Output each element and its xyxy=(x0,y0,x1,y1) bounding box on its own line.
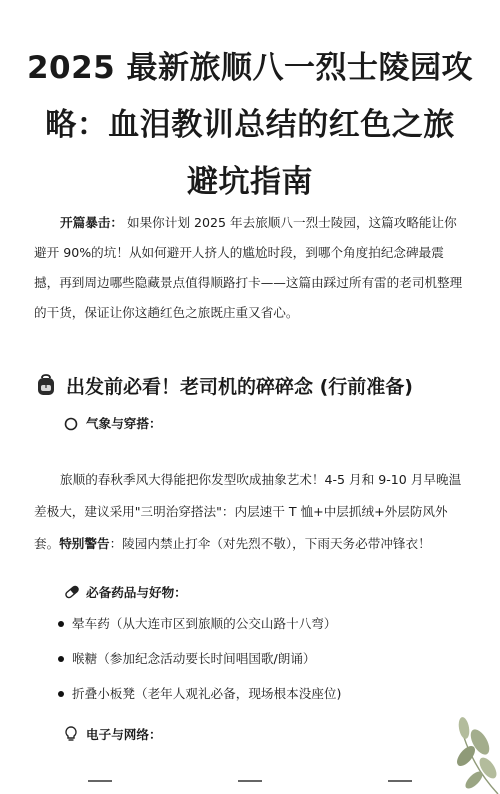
lightbulb-icon xyxy=(64,726,82,748)
subheading-medicine xyxy=(64,583,187,606)
subheading-weather-text: 气象与穿搭： xyxy=(86,416,162,431)
weather-paragraph xyxy=(34,464,466,560)
medicine-list xyxy=(56,614,456,719)
intro-label: 开篇暴击： xyxy=(60,215,123,230)
intro-text: 如果你计划 2025 年去旅顺八一烈士陵园，这篇攻略能让你避开 90%的坑！从如何避开人挤人的尴尬时段，到哪个角度拍纪念碑最震撼，再到周边哪些隐藏景点值得顺路打卡——这篇由踩过所有雷的老司机整理的干货，保证让你这趟红色之旅既庄重又省心。 xyxy=(34,215,463,320)
backpack-icon xyxy=(36,374,58,405)
subheading-electronics-text: 电子与网络： xyxy=(86,727,162,742)
title-line-2: 略：血泪教训总结的红色之旅 xyxy=(45,107,455,143)
warning-text: ：陵园内禁止打伞（对先烈不敬），下雨天务必带冲锋衣！ xyxy=(109,536,431,551)
subheading-medicine-text: 必备药品与好物： xyxy=(86,585,187,600)
circle-icon xyxy=(64,417,82,437)
section-heading-text: 出发前必看！老司机的碎碎念 (行前准备) xyxy=(66,376,413,398)
weather-text: 旅顺的春秋季风大得能把你发型吹成抽象艺术！4-5 月和 9-10 月早晚温差极大，建议采用"三明治穿搭法"：内层速干 T 恤+中层抓绒+外层防风外套。 xyxy=(34,472,462,551)
subheading-electronics xyxy=(64,725,162,748)
page-title xyxy=(20,40,480,211)
title-line-1: 2025 最新旅顺八一烈士陵园攻 xyxy=(26,50,474,86)
pill-icon xyxy=(64,584,82,606)
subheading-weather xyxy=(64,414,162,437)
title-line-3: 避坑指南 xyxy=(187,164,313,200)
list-item: 喉糖（参加纪念活动要长时间唱国歌/朗诵） xyxy=(56,649,456,684)
intro-paragraph xyxy=(34,208,466,328)
page-indicator xyxy=(0,776,500,786)
warning-label: 特别警告 xyxy=(59,536,110,551)
list-item: 晕车药（从大连市区到旅顺的公交山路十八弯） xyxy=(56,614,456,649)
list-item: 折叠小板凳（老年人观礼必备，现场根本没座位) xyxy=(56,684,456,719)
section-heading-preparation xyxy=(36,372,476,405)
